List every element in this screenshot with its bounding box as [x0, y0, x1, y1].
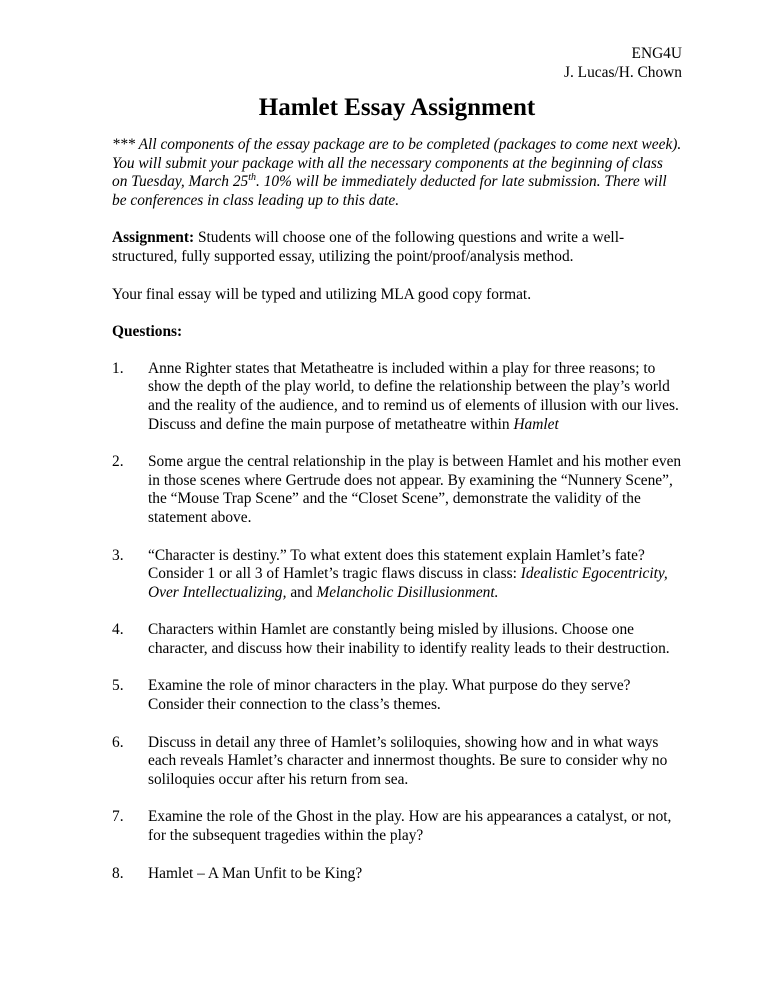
question-text	[148, 360, 682, 434]
questions-heading: Questions:	[112, 323, 183, 341]
question-text-body: “Character is destiny.” To what extent does this statement explain Hamlet’s fate? Consider 1 or all 3 of Hamlet’s tragic flaws discuss in class:	[148, 546, 645, 583]
question-text: Some argue the central relationship in the play is between Hamlet and his mother even in those scenes where Gertrude does not appear. By examining the “Nunnery Scene”, the “Mouse Trap Scene” and the “Closet Scene”, demonstrate the validity of the statement above.	[148, 453, 682, 526]
questions-list	[112, 360, 682, 883]
document-header	[112, 44, 682, 82]
question-item-7	[112, 808, 682, 845]
question-item-6	[112, 734, 682, 790]
question-text	[148, 547, 682, 603]
question-item-3	[112, 547, 682, 603]
question-number: 8.	[112, 864, 124, 882]
question-italic-flaw-last: Melancholic Disillusionment.	[316, 583, 499, 601]
question-number: 1.	[112, 359, 124, 377]
question-item-2	[112, 453, 682, 527]
notice-text-end: . 10% will be immediately deducted for late submission. There will be conferences in class leading up to this date.	[112, 173, 667, 209]
assignment-paragraph	[112, 229, 682, 266]
question-item-1	[112, 360, 682, 434]
course-code: ENG4U	[631, 45, 682, 62]
question-text: Examine the role of minor characters in the play. What purpose do they serve? Consider their connection to the class’s themes.	[148, 677, 631, 714]
question-italic-title: Hamlet	[513, 415, 559, 433]
question-number: 3.	[112, 546, 124, 564]
assignment-label: Assignment:	[112, 229, 195, 247]
question-item-5	[112, 677, 682, 714]
question-italic-flaws: Idealistic Egocentricity, Over Intellectualizing,	[148, 565, 668, 601]
question-number: 7.	[112, 808, 124, 826]
question-text: Discuss in detail any three of Hamlet’s soliloquies, showing how and in what ways each reveals Hamlet’s character and innermost thoughts. Be sure to consider why no soliloquies occur after his return from sea.	[148, 733, 668, 788]
question-text-mid: and	[286, 583, 317, 601]
teacher-names: J. Lucas/H. Chown	[564, 64, 682, 81]
notice-text: *** All components of the essay package are to be completed (packages to come next week). You will submit your package with all the necessary components at the beginning of class on Tuesday, March 25	[112, 136, 682, 191]
assignment-text: Students will choose one of the following questions and write a well-structured, fully supported essay, utilizing the point/proof/analysis method.	[112, 229, 625, 265]
notice-superscript: th	[248, 172, 257, 184]
page-title: Hamlet Essay Assignment	[258, 94, 536, 121]
question-number: 6.	[112, 733, 124, 751]
question-text-body: Anne Righter states that Metatheatre is included within a play for three reasons; to show the depth of the play world, to define the relationship between the play’s world and the reality of the audience, and to remind us of elements of illusion with our lives. Discuss and define the main purpose of metatheatre within	[148, 359, 679, 433]
question-item-8	[112, 865, 682, 884]
question-text: Examine the role of the Ghost in the play. How are his appearances a catalyst, or not, for the subsequent tragedies within the play?	[148, 808, 672, 845]
question-number: 4.	[112, 621, 124, 639]
question-text: Characters within Hamlet are constantly being misled by illusions. Choose one character, and discuss how their inability to identify reality leads to their destruction.	[148, 621, 670, 657]
submission-notice	[112, 136, 682, 210]
question-number: 5.	[112, 677, 124, 695]
question-item-4	[112, 621, 682, 658]
final-essay-paragraph: Your final essay will be typed and utilizing MLA good copy format.	[112, 285, 532, 303]
question-number: 2.	[112, 453, 124, 471]
question-text: Hamlet – A Man Unfit to be King?	[148, 864, 363, 882]
